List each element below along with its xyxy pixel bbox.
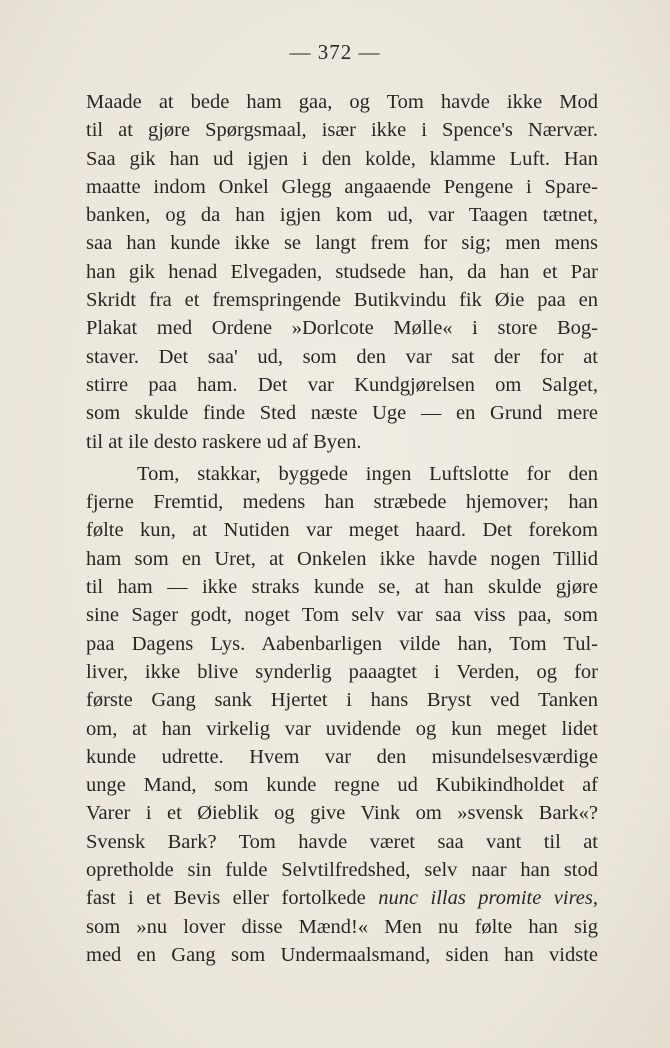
text-line: Tom, stakkar, byggede ingen Luftslotte for den — [137, 462, 598, 485]
text-line: Skridt fra et fremspringende Butikvindu fik Øie paa en — [86, 289, 598, 312]
text-line: med en Gang som Undermaalsmand, siden han vidste — [86, 943, 598, 966]
text-line: liver, ikke blive synderlig paaagtet i Verden, og for — [86, 660, 598, 683]
text-line: kunde udrette. Hvem var den misundelsesværdige — [86, 745, 598, 768]
text-line: han gik henad Elvegaden, studsede han, da han et Par — [86, 260, 598, 283]
text-line: til at ile desto raskere ud af Byen. — [86, 430, 362, 453]
text-line: til ham — ikke straks kunde se, at han skulde gjøre — [86, 576, 598, 599]
text-line: fjerne Fremtid, medens han stræbede hjemover; han — [86, 491, 598, 514]
text-line: stirre paa ham. Det var Kundgjørelsen om Salget, — [86, 373, 598, 396]
text-line: opretholde sin fulde Selvtilfredshed, selv naar han stod — [86, 859, 598, 882]
text-line: saa han kunde ikke se langt frem for sig; men mens — [86, 232, 598, 255]
text-line: fast i et Bevis eller fortolkede nunc illas promite vires, — [86, 887, 598, 910]
text-line: paa Dagens Lys. Aabenbarligen vilde han, Tom Tul- — [86, 632, 598, 655]
paragraph-1 — [86, 88, 598, 456]
text-line: Saa gik han ud igjen i den kolde, klamme Luft. Han — [86, 147, 598, 170]
text-line: som skulde finde Sted næste Uge — en Grund mere — [86, 402, 598, 425]
text-line: følte kun, at Nutiden var meget haard. Det forekom — [86, 519, 598, 542]
text-line: som »nu lover disse Mænd!« Men nu følte han sig — [86, 915, 598, 938]
text-line: Plakat med Ordene »Dorlcote Mølle« i store Bog- — [86, 317, 598, 340]
text-line: maatte indom Onkel Glegg angaaende Pengene i Spare- — [86, 175, 598, 198]
text-line: første Gang sank Hjertet i hans Bryst ved Tanken — [86, 689, 598, 712]
text-line: ham som en Uret, at Onkelen ikke havde nogen Tillid — [86, 547, 598, 570]
text-line: Maade at bede ham gaa, og Tom havde ikke Mod — [86, 91, 598, 113]
text-line: til at gjøre Spørgsmaal, især ikke i Spence's Nærvær. — [86, 119, 598, 142]
text-line: Varer i et Øieblik og give Vink om »svensk Bark«? — [86, 802, 598, 825]
paragraph-2 — [86, 460, 598, 969]
page-number: — 372 — — [289, 40, 381, 64]
text-line: banken, og da han igjen kom ud, var Taagen tætnet, — [86, 204, 598, 227]
text-line: sine Sager godt, noget Tom selv var saa viss paa, som — [86, 604, 598, 627]
latin-phrase: nunc illas promite vires, — [378, 887, 598, 910]
body-text — [86, 88, 598, 969]
text-line: unge Mand, som kunde regne ud Kubikindholdet af — [86, 774, 598, 797]
text-line: staver. Det saa' ud, som den var sat der for at — [86, 345, 598, 368]
text-line: om, at han virkelig var uvidende og kun meget lidet — [86, 717, 598, 740]
text-line: Svensk Bark? Tom havde været saa vant til at — [86, 830, 598, 853]
